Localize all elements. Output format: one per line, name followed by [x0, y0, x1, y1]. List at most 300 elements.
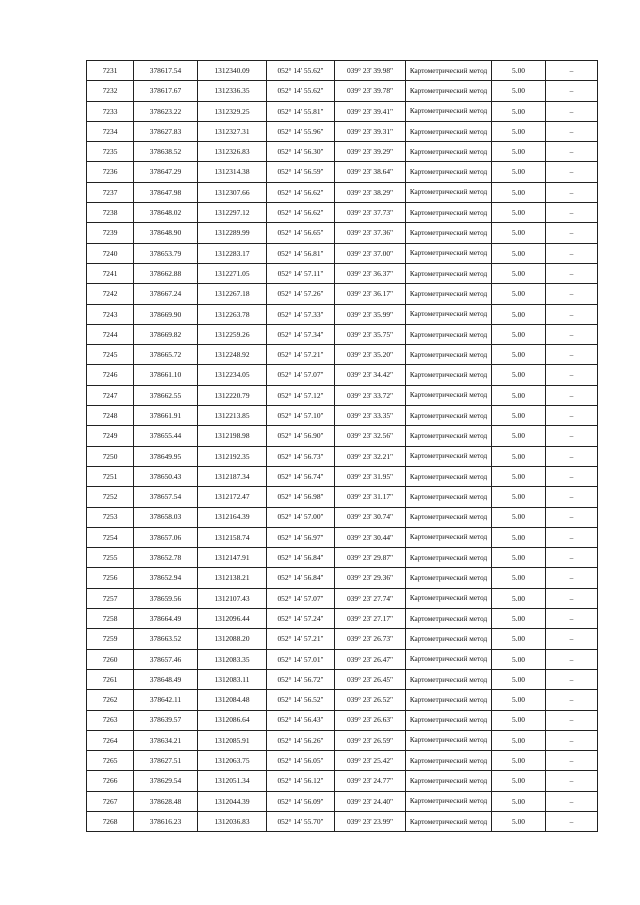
- latitude-cell: 052° 14' 56.84": [267, 568, 335, 588]
- longitude-cell: 039° 23' 38.29": [335, 182, 406, 202]
- method-cell: Картометрический метод: [406, 385, 492, 405]
- table-row: [87, 811, 598, 831]
- table-row: [87, 385, 598, 405]
- longitude-cell: 039° 23' 35.75": [335, 324, 406, 344]
- y-coordinate-cell: 1312340.09: [198, 61, 267, 81]
- table-row: [87, 101, 598, 121]
- point-number-cell: 7258: [87, 609, 134, 629]
- x-coordinate-cell: 378657.06: [134, 527, 198, 547]
- method-cell: Картометрический метод: [406, 284, 492, 304]
- dash-cell: –: [546, 791, 598, 811]
- method-cell: Картометрический метод: [406, 162, 492, 182]
- method-cell: Картометрический метод: [406, 243, 492, 263]
- point-number-cell: 7262: [87, 690, 134, 710]
- y-coordinate-cell: 1312297.12: [198, 203, 267, 223]
- method-cell: Картометрический метод: [406, 568, 492, 588]
- x-coordinate-cell: 378659.56: [134, 588, 198, 608]
- y-coordinate-cell: 1312289.99: [198, 223, 267, 243]
- longitude-cell: 039° 23' 35.99": [335, 304, 406, 324]
- dash-cell: –: [546, 142, 598, 162]
- longitude-cell: 039° 23' 26.47": [335, 649, 406, 669]
- table-row: [87, 182, 598, 202]
- accuracy-cell: 5.00: [492, 263, 546, 283]
- longitude-cell: 039° 23' 33.35": [335, 406, 406, 426]
- method-cell: Картометрический метод: [406, 588, 492, 608]
- accuracy-cell: 5.00: [492, 406, 546, 426]
- method-cell: Картометрический метод: [406, 61, 492, 81]
- longitude-cell: 039° 23' 31.17": [335, 487, 406, 507]
- point-number-cell: 7248: [87, 406, 134, 426]
- y-coordinate-cell: 1312086.64: [198, 710, 267, 730]
- x-coordinate-cell: 378669.82: [134, 324, 198, 344]
- table-row: [87, 791, 598, 811]
- table-row: [87, 466, 598, 486]
- accuracy-cell: 5.00: [492, 811, 546, 831]
- point-number-cell: 7243: [87, 304, 134, 324]
- method-cell: Картометрический метод: [406, 365, 492, 385]
- dash-cell: –: [546, 710, 598, 730]
- longitude-cell: 039° 23' 23.99": [335, 811, 406, 831]
- x-coordinate-cell: 378629.54: [134, 771, 198, 791]
- x-coordinate-cell: 378627.83: [134, 121, 198, 141]
- x-coordinate-cell: 378664.49: [134, 609, 198, 629]
- method-cell: Картометрический метод: [406, 609, 492, 629]
- table-row: [87, 730, 598, 750]
- y-coordinate-cell: 1312248.92: [198, 345, 267, 365]
- latitude-cell: 052° 14' 55.62": [267, 61, 335, 81]
- dash-cell: –: [546, 751, 598, 771]
- table-row: [87, 568, 598, 588]
- method-cell: Картометрический метод: [406, 142, 492, 162]
- latitude-cell: 052° 14' 57.07": [267, 588, 335, 608]
- method-cell: Картометрический метод: [406, 771, 492, 791]
- table-row: [87, 243, 598, 263]
- longitude-cell: 039° 23' 39.41": [335, 101, 406, 121]
- coordinates-table: [86, 60, 598, 832]
- dash-cell: –: [546, 466, 598, 486]
- point-number-cell: 7254: [87, 527, 134, 547]
- y-coordinate-cell: 1312259.26: [198, 324, 267, 344]
- x-coordinate-cell: 378648.49: [134, 669, 198, 689]
- table-row: [87, 223, 598, 243]
- point-number-cell: 7239: [87, 223, 134, 243]
- method-cell: Картометрический метод: [406, 203, 492, 223]
- y-coordinate-cell: 1312085.91: [198, 730, 267, 750]
- point-number-cell: 7266: [87, 771, 134, 791]
- table-row: [87, 142, 598, 162]
- y-coordinate-cell: 1312271.05: [198, 263, 267, 283]
- dash-cell: –: [546, 811, 598, 831]
- latitude-cell: 052° 14' 56.72": [267, 669, 335, 689]
- dash-cell: –: [546, 284, 598, 304]
- accuracy-cell: 5.00: [492, 466, 546, 486]
- x-coordinate-cell: 378657.46: [134, 649, 198, 669]
- x-coordinate-cell: 378663.52: [134, 629, 198, 649]
- point-number-cell: 7252: [87, 487, 134, 507]
- point-number-cell: 7256: [87, 568, 134, 588]
- x-coordinate-cell: 378652.94: [134, 568, 198, 588]
- accuracy-cell: 5.00: [492, 324, 546, 344]
- y-coordinate-cell: 1312187.34: [198, 466, 267, 486]
- table-row: [87, 507, 598, 527]
- x-coordinate-cell: 378669.90: [134, 304, 198, 324]
- longitude-cell: 039° 23' 30.74": [335, 507, 406, 527]
- dash-cell: –: [546, 203, 598, 223]
- y-coordinate-cell: 1312213.85: [198, 406, 267, 426]
- latitude-cell: 052° 14' 56.52": [267, 690, 335, 710]
- point-number-cell: 7245: [87, 345, 134, 365]
- latitude-cell: 052° 14' 56.59": [267, 162, 335, 182]
- x-coordinate-cell: 378665.72: [134, 345, 198, 365]
- y-coordinate-cell: 1312083.11: [198, 669, 267, 689]
- method-cell: Картометрический метод: [406, 324, 492, 344]
- dash-cell: –: [546, 669, 598, 689]
- latitude-cell: 052° 14' 57.21": [267, 345, 335, 365]
- longitude-cell: 039° 23' 35.20": [335, 345, 406, 365]
- accuracy-cell: 5.00: [492, 629, 546, 649]
- longitude-cell: 039° 23' 31.95": [335, 466, 406, 486]
- latitude-cell: 052° 14' 57.10": [267, 406, 335, 426]
- x-coordinate-cell: 378653.79: [134, 243, 198, 263]
- x-coordinate-cell: 378639.57: [134, 710, 198, 730]
- accuracy-cell: 5.00: [492, 507, 546, 527]
- point-number-cell: 7232: [87, 81, 134, 101]
- y-coordinate-cell: 1312263.78: [198, 304, 267, 324]
- method-cell: Картометрический метод: [406, 263, 492, 283]
- table-row: [87, 263, 598, 283]
- latitude-cell: 052° 14' 56.81": [267, 243, 335, 263]
- accuracy-cell: 5.00: [492, 751, 546, 771]
- latitude-cell: 052° 14' 57.26": [267, 284, 335, 304]
- latitude-cell: 052° 14' 57.21": [267, 629, 335, 649]
- latitude-cell: 052° 14' 55.70": [267, 811, 335, 831]
- x-coordinate-cell: 378661.91: [134, 406, 198, 426]
- y-coordinate-cell: 1312107.43: [198, 588, 267, 608]
- table-row: [87, 548, 598, 568]
- latitude-cell: 052° 14' 57.24": [267, 609, 335, 629]
- point-number-cell: 7233: [87, 101, 134, 121]
- longitude-cell: 039° 23' 33.72": [335, 385, 406, 405]
- longitude-cell: 039° 23' 37.00": [335, 243, 406, 263]
- x-coordinate-cell: 378648.02: [134, 203, 198, 223]
- dash-cell: –: [546, 609, 598, 629]
- point-number-cell: 7246: [87, 365, 134, 385]
- table-row: [87, 345, 598, 365]
- y-coordinate-cell: 1312327.31: [198, 121, 267, 141]
- y-coordinate-cell: 1312036.83: [198, 811, 267, 831]
- y-coordinate-cell: 1312326.83: [198, 142, 267, 162]
- point-number-cell: 7234: [87, 121, 134, 141]
- latitude-cell: 052° 14' 56.05": [267, 751, 335, 771]
- point-number-cell: 7253: [87, 507, 134, 527]
- dash-cell: –: [546, 690, 598, 710]
- dash-cell: –: [546, 121, 598, 141]
- accuracy-cell: 5.00: [492, 162, 546, 182]
- table-row: [87, 121, 598, 141]
- dash-cell: –: [546, 548, 598, 568]
- x-coordinate-cell: 378662.88: [134, 263, 198, 283]
- table-row: [87, 81, 598, 101]
- dash-cell: –: [546, 81, 598, 101]
- method-cell: Картометрический метод: [406, 446, 492, 466]
- method-cell: Картометрический метод: [406, 345, 492, 365]
- accuracy-cell: 5.00: [492, 568, 546, 588]
- table-row: [87, 710, 598, 730]
- table-row: [87, 61, 598, 81]
- point-number-cell: 7238: [87, 203, 134, 223]
- dash-cell: –: [546, 385, 598, 405]
- longitude-cell: 039° 23' 36.17": [335, 284, 406, 304]
- table-row: [87, 588, 598, 608]
- table-row: [87, 527, 598, 547]
- longitude-cell: 039° 23' 27.17": [335, 609, 406, 629]
- table-row: [87, 771, 598, 791]
- accuracy-cell: 5.00: [492, 304, 546, 324]
- latitude-cell: 052° 14' 56.62": [267, 182, 335, 202]
- method-cell: Картометрический метод: [406, 629, 492, 649]
- point-number-cell: 7236: [87, 162, 134, 182]
- point-number-cell: 7265: [87, 751, 134, 771]
- accuracy-cell: 5.00: [492, 61, 546, 81]
- latitude-cell: 052° 14' 57.33": [267, 304, 335, 324]
- table-row: [87, 690, 598, 710]
- x-coordinate-cell: 378662.55: [134, 385, 198, 405]
- method-cell: Картометрический метод: [406, 223, 492, 243]
- table-row: [87, 649, 598, 669]
- point-number-cell: 7263: [87, 710, 134, 730]
- point-number-cell: 7240: [87, 243, 134, 263]
- latitude-cell: 052° 14' 56.73": [267, 446, 335, 466]
- method-cell: Картометрический метод: [406, 507, 492, 527]
- latitude-cell: 052° 14' 55.96": [267, 121, 335, 141]
- dash-cell: –: [546, 324, 598, 344]
- accuracy-cell: 5.00: [492, 345, 546, 365]
- y-coordinate-cell: 1312283.17: [198, 243, 267, 263]
- latitude-cell: 052° 14' 55.62": [267, 81, 335, 101]
- dash-cell: –: [546, 527, 598, 547]
- y-coordinate-cell: 1312138.21: [198, 568, 267, 588]
- method-cell: Картометрический метод: [406, 406, 492, 426]
- latitude-cell: 052° 14' 55.81": [267, 101, 335, 121]
- x-coordinate-cell: 378638.52: [134, 142, 198, 162]
- y-coordinate-cell: 1312267.18: [198, 284, 267, 304]
- table-row: [87, 629, 598, 649]
- accuracy-cell: 5.00: [492, 487, 546, 507]
- table-row: [87, 304, 598, 324]
- dash-cell: –: [546, 406, 598, 426]
- accuracy-cell: 5.00: [492, 182, 546, 202]
- x-coordinate-cell: 378655.44: [134, 426, 198, 446]
- method-cell: Картометрический метод: [406, 304, 492, 324]
- x-coordinate-cell: 378627.51: [134, 751, 198, 771]
- latitude-cell: 052° 14' 56.84": [267, 548, 335, 568]
- latitude-cell: 052° 14' 56.12": [267, 771, 335, 791]
- method-cell: Картометрический метод: [406, 527, 492, 547]
- longitude-cell: 039° 23' 29.36": [335, 568, 406, 588]
- accuracy-cell: 5.00: [492, 426, 546, 446]
- method-cell: Картометрический метод: [406, 669, 492, 689]
- table-row: [87, 284, 598, 304]
- accuracy-cell: 5.00: [492, 284, 546, 304]
- latitude-cell: 052° 14' 56.65": [267, 223, 335, 243]
- longitude-cell: 039° 23' 26.52": [335, 690, 406, 710]
- latitude-cell: 052° 14' 56.90": [267, 426, 335, 446]
- accuracy-cell: 5.00: [492, 548, 546, 568]
- point-number-cell: 7231: [87, 61, 134, 81]
- y-coordinate-cell: 1312083.35: [198, 649, 267, 669]
- coordinates-document: [86, 60, 597, 832]
- latitude-cell: 052° 14' 57.07": [267, 365, 335, 385]
- method-cell: Картометрический метод: [406, 81, 492, 101]
- x-coordinate-cell: 378628.48: [134, 791, 198, 811]
- point-number-cell: 7242: [87, 284, 134, 304]
- point-number-cell: 7235: [87, 142, 134, 162]
- y-coordinate-cell: 1312164.39: [198, 507, 267, 527]
- latitude-cell: 052° 14' 56.43": [267, 710, 335, 730]
- longitude-cell: 039° 23' 39.31": [335, 121, 406, 141]
- longitude-cell: 039° 23' 38.64": [335, 162, 406, 182]
- y-coordinate-cell: 1312234.05: [198, 365, 267, 385]
- accuracy-cell: 5.00: [492, 527, 546, 547]
- longitude-cell: 039° 23' 36.37": [335, 263, 406, 283]
- x-coordinate-cell: 378616.23: [134, 811, 198, 831]
- x-coordinate-cell: 378623.22: [134, 101, 198, 121]
- point-number-cell: 7249: [87, 426, 134, 446]
- dash-cell: –: [546, 629, 598, 649]
- latitude-cell: 052° 14' 56.62": [267, 203, 335, 223]
- accuracy-cell: 5.00: [492, 730, 546, 750]
- longitude-cell: 039° 23' 30.44": [335, 527, 406, 547]
- longitude-cell: 039° 23' 29.87": [335, 548, 406, 568]
- dash-cell: –: [546, 345, 598, 365]
- latitude-cell: 052° 14' 56.26": [267, 730, 335, 750]
- method-cell: Картометрический метод: [406, 466, 492, 486]
- latitude-cell: 052° 14' 57.00": [267, 507, 335, 527]
- table-row: [87, 203, 598, 223]
- accuracy-cell: 5.00: [492, 609, 546, 629]
- table-row: [87, 669, 598, 689]
- latitude-cell: 052° 14' 57.11": [267, 263, 335, 283]
- dash-cell: –: [546, 487, 598, 507]
- longitude-cell: 039° 23' 25.42": [335, 751, 406, 771]
- longitude-cell: 039° 23' 37.36": [335, 223, 406, 243]
- point-number-cell: 7244: [87, 324, 134, 344]
- longitude-cell: 039° 23' 39.29": [335, 142, 406, 162]
- dash-cell: –: [546, 223, 598, 243]
- method-cell: Картометрический метод: [406, 548, 492, 568]
- accuracy-cell: 5.00: [492, 243, 546, 263]
- y-coordinate-cell: 1312158.74: [198, 527, 267, 547]
- x-coordinate-cell: 378647.98: [134, 182, 198, 202]
- table-row: [87, 406, 598, 426]
- table-row: [87, 162, 598, 182]
- accuracy-cell: 5.00: [492, 446, 546, 466]
- accuracy-cell: 5.00: [492, 710, 546, 730]
- longitude-cell: 039° 23' 26.73": [335, 629, 406, 649]
- y-coordinate-cell: 1312044.39: [198, 791, 267, 811]
- method-cell: Картометрический метод: [406, 710, 492, 730]
- point-number-cell: 7255: [87, 548, 134, 568]
- dash-cell: –: [546, 365, 598, 385]
- table-row: [87, 426, 598, 446]
- dash-cell: –: [546, 101, 598, 121]
- accuracy-cell: 5.00: [492, 81, 546, 101]
- latitude-cell: 052° 14' 56.09": [267, 791, 335, 811]
- longitude-cell: 039° 23' 26.59": [335, 730, 406, 750]
- y-coordinate-cell: 1312336.35: [198, 81, 267, 101]
- y-coordinate-cell: 1312051.34: [198, 771, 267, 791]
- table-row: [87, 446, 598, 466]
- x-coordinate-cell: 378634.21: [134, 730, 198, 750]
- method-cell: Картометрический метод: [406, 649, 492, 669]
- method-cell: Картометрический метод: [406, 751, 492, 771]
- x-coordinate-cell: 378647.29: [134, 162, 198, 182]
- dash-cell: –: [546, 568, 598, 588]
- y-coordinate-cell: 1312220.79: [198, 385, 267, 405]
- y-coordinate-cell: 1312063.75: [198, 751, 267, 771]
- longitude-cell: 039° 23' 24.77": [335, 771, 406, 791]
- accuracy-cell: 5.00: [492, 203, 546, 223]
- point-number-cell: 7264: [87, 730, 134, 750]
- x-coordinate-cell: 378657.54: [134, 487, 198, 507]
- x-coordinate-cell: 378642.11: [134, 690, 198, 710]
- latitude-cell: 052° 14' 57.34": [267, 324, 335, 344]
- longitude-cell: 039° 23' 39.78": [335, 81, 406, 101]
- longitude-cell: 039° 23' 32.21": [335, 446, 406, 466]
- accuracy-cell: 5.00: [492, 385, 546, 405]
- dash-cell: –: [546, 649, 598, 669]
- x-coordinate-cell: 378650.43: [134, 466, 198, 486]
- dash-cell: –: [546, 162, 598, 182]
- y-coordinate-cell: 1312314.38: [198, 162, 267, 182]
- dash-cell: –: [546, 507, 598, 527]
- longitude-cell: 039° 23' 24.40": [335, 791, 406, 811]
- method-cell: Картометрический метод: [406, 182, 492, 202]
- longitude-cell: 039° 23' 26.45": [335, 669, 406, 689]
- longitude-cell: 039° 23' 32.56": [335, 426, 406, 446]
- accuracy-cell: 5.00: [492, 121, 546, 141]
- point-number-cell: 7260: [87, 649, 134, 669]
- x-coordinate-cell: 378658.03: [134, 507, 198, 527]
- x-coordinate-cell: 378661.10: [134, 365, 198, 385]
- x-coordinate-cell: 378617.67: [134, 81, 198, 101]
- y-coordinate-cell: 1312329.25: [198, 101, 267, 121]
- accuracy-cell: 5.00: [492, 690, 546, 710]
- accuracy-cell: 5.00: [492, 669, 546, 689]
- y-coordinate-cell: 1312147.91: [198, 548, 267, 568]
- method-cell: Картометрический метод: [406, 121, 492, 141]
- latitude-cell: 052° 14' 56.97": [267, 527, 335, 547]
- accuracy-cell: 5.00: [492, 223, 546, 243]
- x-coordinate-cell: 378617.54: [134, 61, 198, 81]
- x-coordinate-cell: 378652.78: [134, 548, 198, 568]
- dash-cell: –: [546, 730, 598, 750]
- table-body: [87, 61, 598, 832]
- method-cell: Картометрический метод: [406, 730, 492, 750]
- y-coordinate-cell: 1312172.47: [198, 487, 267, 507]
- dash-cell: –: [546, 182, 598, 202]
- dash-cell: –: [546, 263, 598, 283]
- table-row: [87, 609, 598, 629]
- method-cell: Картометрический метод: [406, 791, 492, 811]
- y-coordinate-cell: 1312096.44: [198, 609, 267, 629]
- table-row: [87, 751, 598, 771]
- point-number-cell: 7257: [87, 588, 134, 608]
- accuracy-cell: 5.00: [492, 791, 546, 811]
- dash-cell: –: [546, 446, 598, 466]
- latitude-cell: 052° 14' 57.01": [267, 649, 335, 669]
- point-number-cell: 7267: [87, 791, 134, 811]
